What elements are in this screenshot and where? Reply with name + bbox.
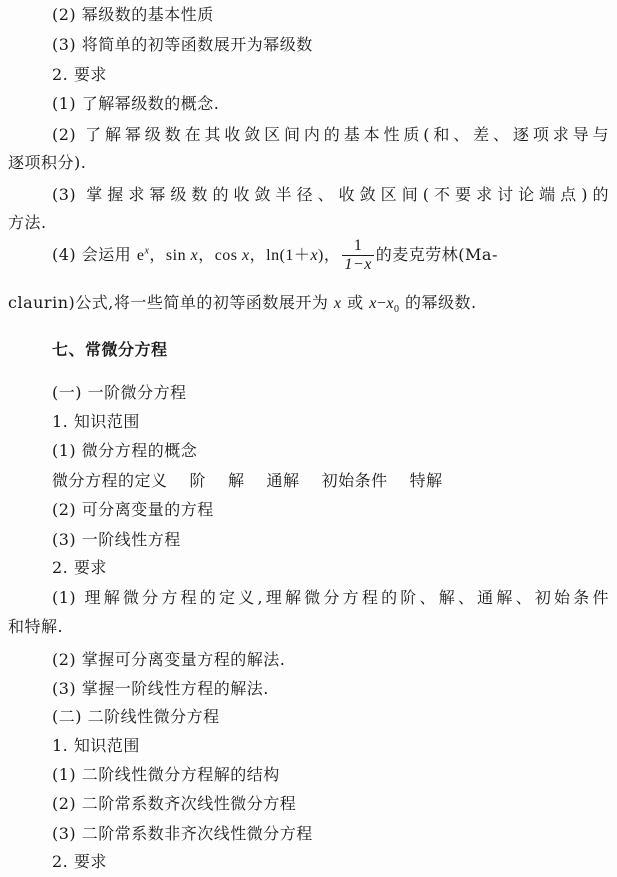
subsection-second-order: (二) 二阶线性微分方程	[52, 707, 220, 726]
line-req-4b	[8, 293, 477, 314]
term-particular-solution: 特解	[409, 471, 443, 490]
math-e: e	[136, 247, 145, 264]
fraction-denominator: 1−x	[344, 256, 372, 273]
line-de-terms	[52, 471, 465, 491]
line-separable: (2) 可分离变量的方程	[52, 500, 214, 519]
fraction-numerator: 1	[342, 237, 373, 256]
math-e-exponent: x	[144, 245, 150, 257]
term-order: 阶	[189, 471, 207, 490]
req-4-prefix: (4) 会运用	[52, 245, 137, 264]
math-sin: ，sin	[149, 247, 191, 264]
line-solution-structure: (1) 二阶线性微分方程解的结构	[52, 765, 280, 784]
section-heading-ode: 七、常微分方程	[52, 340, 168, 359]
term-solution: 解	[228, 471, 245, 490]
line-ode-req-2: (2) 掌握可分离变量方程的解法.	[52, 650, 286, 669]
line-de-concept: (1) 微分方程的概念	[52, 441, 198, 460]
math-ln-close: )，	[318, 247, 341, 264]
term-initial-condition: 初始条件	[321, 471, 388, 490]
line-req-3b: 方法.	[8, 213, 47, 232]
line-requirements-heading-3: 2. 要求	[52, 852, 107, 871]
line-req-3a: (3) 掌握求幂级数的收敛半径、收敛区间(不要求讨论端点)的	[52, 185, 609, 204]
line-first-order-linear: (3) 一阶线性方程	[52, 530, 181, 549]
math-fraction	[342, 237, 373, 274]
math-ln: ，ln(1＋	[249, 247, 311, 264]
line-knowledge-scope-2: 1. 知识范围	[52, 736, 140, 755]
subsection-first-order: (一) 一阶微分方程	[52, 383, 187, 402]
req-4-suffix: 的麦克劳林(Ma-	[375, 245, 498, 264]
math-minus: −	[376, 295, 387, 312]
math-var: x	[242, 247, 250, 264]
term-definition: 微分方程的定义	[52, 471, 168, 490]
line-requirements-heading-2: 2. 要求	[52, 558, 107, 577]
math-cos: ，cos	[198, 247, 243, 264]
math-var: x	[386, 295, 394, 312]
req-4b-suffix: 的幂级数.	[399, 293, 477, 312]
math-var: x	[310, 247, 319, 264]
req-4b-prefix: claurin)公式,将一些简单的初等函数展开为	[8, 293, 334, 312]
line-expand-functions: (3) 将简单的初等函数展开为幂级数	[52, 35, 313, 54]
line-req-1: (1) 了解幂级数的概念.	[52, 94, 220, 113]
line-homogeneous: (2) 二阶常系数齐次线性微分方程	[52, 794, 297, 813]
line-req-2a: (2) 了解幂级数在其收敛区间内的基本性质(和、差、逐项求导与	[52, 125, 609, 144]
term-general-solution: 通解	[266, 471, 300, 490]
math-var: x	[190, 247, 199, 264]
math-var: x	[333, 295, 342, 312]
math-subscript: 0	[393, 304, 400, 316]
line-ode-req-1b: 和特解.	[8, 617, 64, 636]
line-knowledge-scope: 1. 知识范围	[52, 412, 140, 431]
line-power-series-properties: (2) 幂级数的基本性质	[52, 5, 214, 24]
line-req-2b: 逐项积分).	[8, 153, 87, 172]
line-ode-req-3: (3) 掌握一阶线性方程的解法.	[52, 679, 269, 698]
math-var: x	[369, 295, 377, 312]
line-req-4a	[52, 236, 498, 275]
line-nonhomogeneous: (3) 二阶常系数非齐次线性微分方程	[52, 824, 313, 843]
line-requirements-heading: 2. 要求	[52, 65, 107, 84]
line-ode-req-1a: (1) 理解微分方程的定义,理解微分方程的阶、解、通解、初始条件	[52, 588, 609, 607]
req-4b-or: 或	[341, 293, 370, 312]
